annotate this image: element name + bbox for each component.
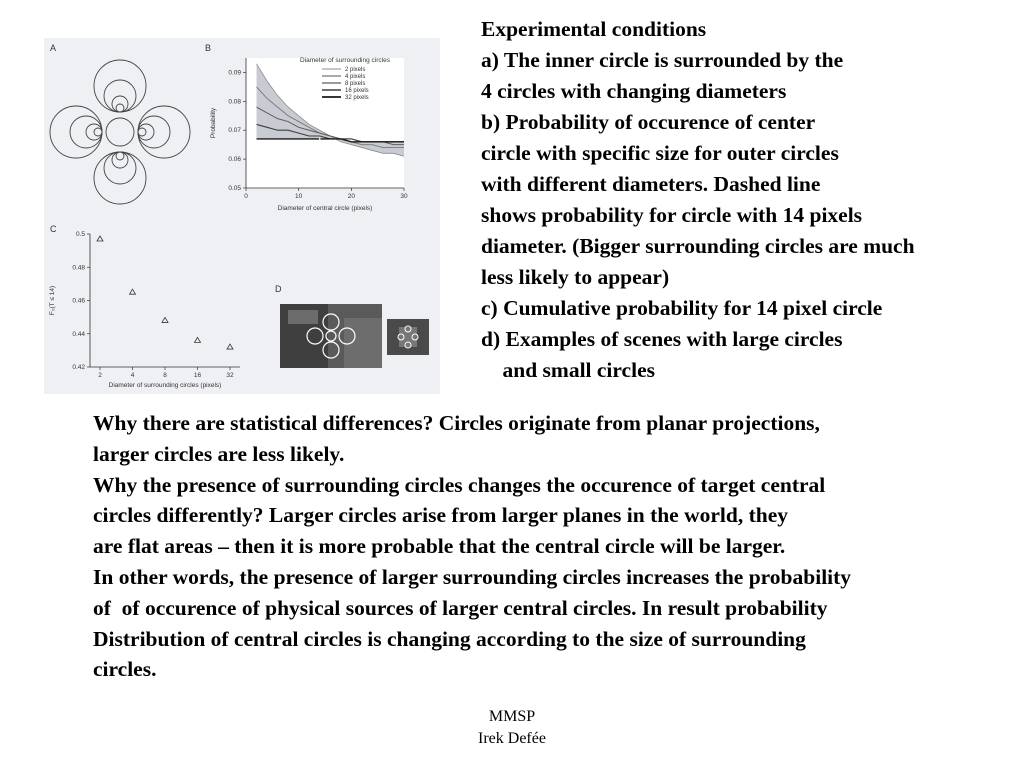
x-axis-title: Diameter of surrounding circles (pixels) xyxy=(108,382,222,389)
panel-a-label: A xyxy=(50,43,57,53)
legend-label: 16 pixels xyxy=(345,88,369,94)
conditions-line: shows probability for circle with 14 pixels xyxy=(481,203,863,227)
data-point-triangle xyxy=(162,317,168,322)
data-point-triangle xyxy=(227,344,233,349)
y-tick-label: 0.42 xyxy=(72,364,85,371)
panel-b-label: B xyxy=(205,43,212,53)
data-point-triangle xyxy=(195,337,201,342)
conditions-line: c) Cumulative probability for 14 pixel circle xyxy=(481,296,883,320)
footer-course: MMSP xyxy=(488,708,536,725)
y-tick-label: 0.5 xyxy=(75,231,85,238)
conditions-line: circle with specific size for outer circles xyxy=(481,141,839,165)
x-tick-label: 30 xyxy=(400,193,408,200)
x-tick-label: 4 xyxy=(130,372,135,379)
chart-b xyxy=(210,57,408,212)
explanation-line: In other words, the presence of larger surrounding circles increases the probability xyxy=(93,564,852,589)
y-tick-label: 0.05 xyxy=(228,185,241,192)
slide-footer xyxy=(0,706,1024,750)
legend-title: Diameter of surrounding circles xyxy=(300,57,390,64)
legend-label: 2 pixels xyxy=(345,67,366,73)
bottom-circles xyxy=(94,152,146,204)
y-axis-title: F₀(T ≤ 14) xyxy=(49,285,56,316)
central-circle xyxy=(106,118,134,146)
footer-author: Irek Defée xyxy=(478,730,546,747)
x-tick-label: 20 xyxy=(347,193,355,200)
explanation-text xyxy=(93,408,1018,685)
legend-label: 32 pixels xyxy=(345,95,369,101)
explanation-line: Distribution of central circles is changing according to the size of surrounding xyxy=(93,626,806,651)
scene-photo-small-circles xyxy=(387,319,429,355)
data-point-triangle xyxy=(130,289,136,294)
explanation-line: circles differently? Larger circles arise from larger planes in the world, they xyxy=(93,503,789,528)
panel-d-label: D xyxy=(275,284,282,294)
figure-image xyxy=(44,38,440,394)
panel-a-circles-diagram xyxy=(50,60,190,204)
y-tick-label: 0.48 xyxy=(72,264,85,272)
legend-label: 8 pixels xyxy=(345,81,366,87)
left-circles xyxy=(50,106,102,158)
conditions-line: diameter. (Bigger surrounding circles are much xyxy=(481,234,915,258)
panel-c-label: C xyxy=(50,224,57,234)
y-axis-title: Probability xyxy=(210,107,217,139)
x-tick-label: 16 xyxy=(193,372,202,379)
x-tick-label: 10 xyxy=(295,193,303,200)
scene-photo-large-circles xyxy=(280,304,382,368)
explanation-line: Why the presence of surrounding circles changes the occurence of target central xyxy=(93,472,826,497)
chart-c xyxy=(49,231,240,389)
y-tick-label: 0.06 xyxy=(228,156,241,164)
conditions-heading: Experimental conditions xyxy=(481,17,707,41)
y-tick-label: 0.09 xyxy=(228,69,241,77)
top-circles xyxy=(94,60,146,112)
conditions-line: and small circles xyxy=(481,358,655,382)
explanation-line: circles. xyxy=(93,657,157,682)
conditions-line: b) Probability of occurence of center xyxy=(481,110,816,134)
conditions-line: 4 circles with changing diameters xyxy=(481,79,787,103)
x-tick-label: 32 xyxy=(226,372,234,379)
x-tick-label: 2 xyxy=(98,372,102,379)
data-point-triangle xyxy=(97,236,103,241)
y-tick-label: 0.46 xyxy=(72,297,85,305)
x-tick-label: 8 xyxy=(163,372,167,379)
experimental-conditions-text xyxy=(481,14,1021,386)
y-tick-label: 0.07 xyxy=(228,127,241,135)
y-tick-label: 0.44 xyxy=(72,330,85,338)
explanation-line: larger circles are less likely. xyxy=(93,441,345,466)
conditions-line: less likely to appear) xyxy=(481,265,670,289)
right-circles xyxy=(138,106,190,158)
x-tick-label: 0 xyxy=(244,193,248,200)
conditions-line: with different diameters. Dashed line xyxy=(481,172,821,196)
explanation-line: of of occurence of physical sources of larger central circles. In result probability xyxy=(93,595,828,620)
y-tick-label: 0.08 xyxy=(228,98,241,106)
conditions-line: a) The inner circle is surrounded by the xyxy=(481,48,844,72)
explanation-line: Why there are statistical differences? Circles originate from planar projections, xyxy=(93,411,820,435)
legend-label: 4 pixels xyxy=(345,74,366,80)
conditions-line: d) Examples of scenes with large circles xyxy=(481,327,843,351)
figure-svg xyxy=(44,38,440,394)
x-axis-title: Diameter of central circle (pixels) xyxy=(277,205,373,212)
explanation-line: are flat areas – then it is more probable that the central circle will be larger. xyxy=(93,534,786,559)
